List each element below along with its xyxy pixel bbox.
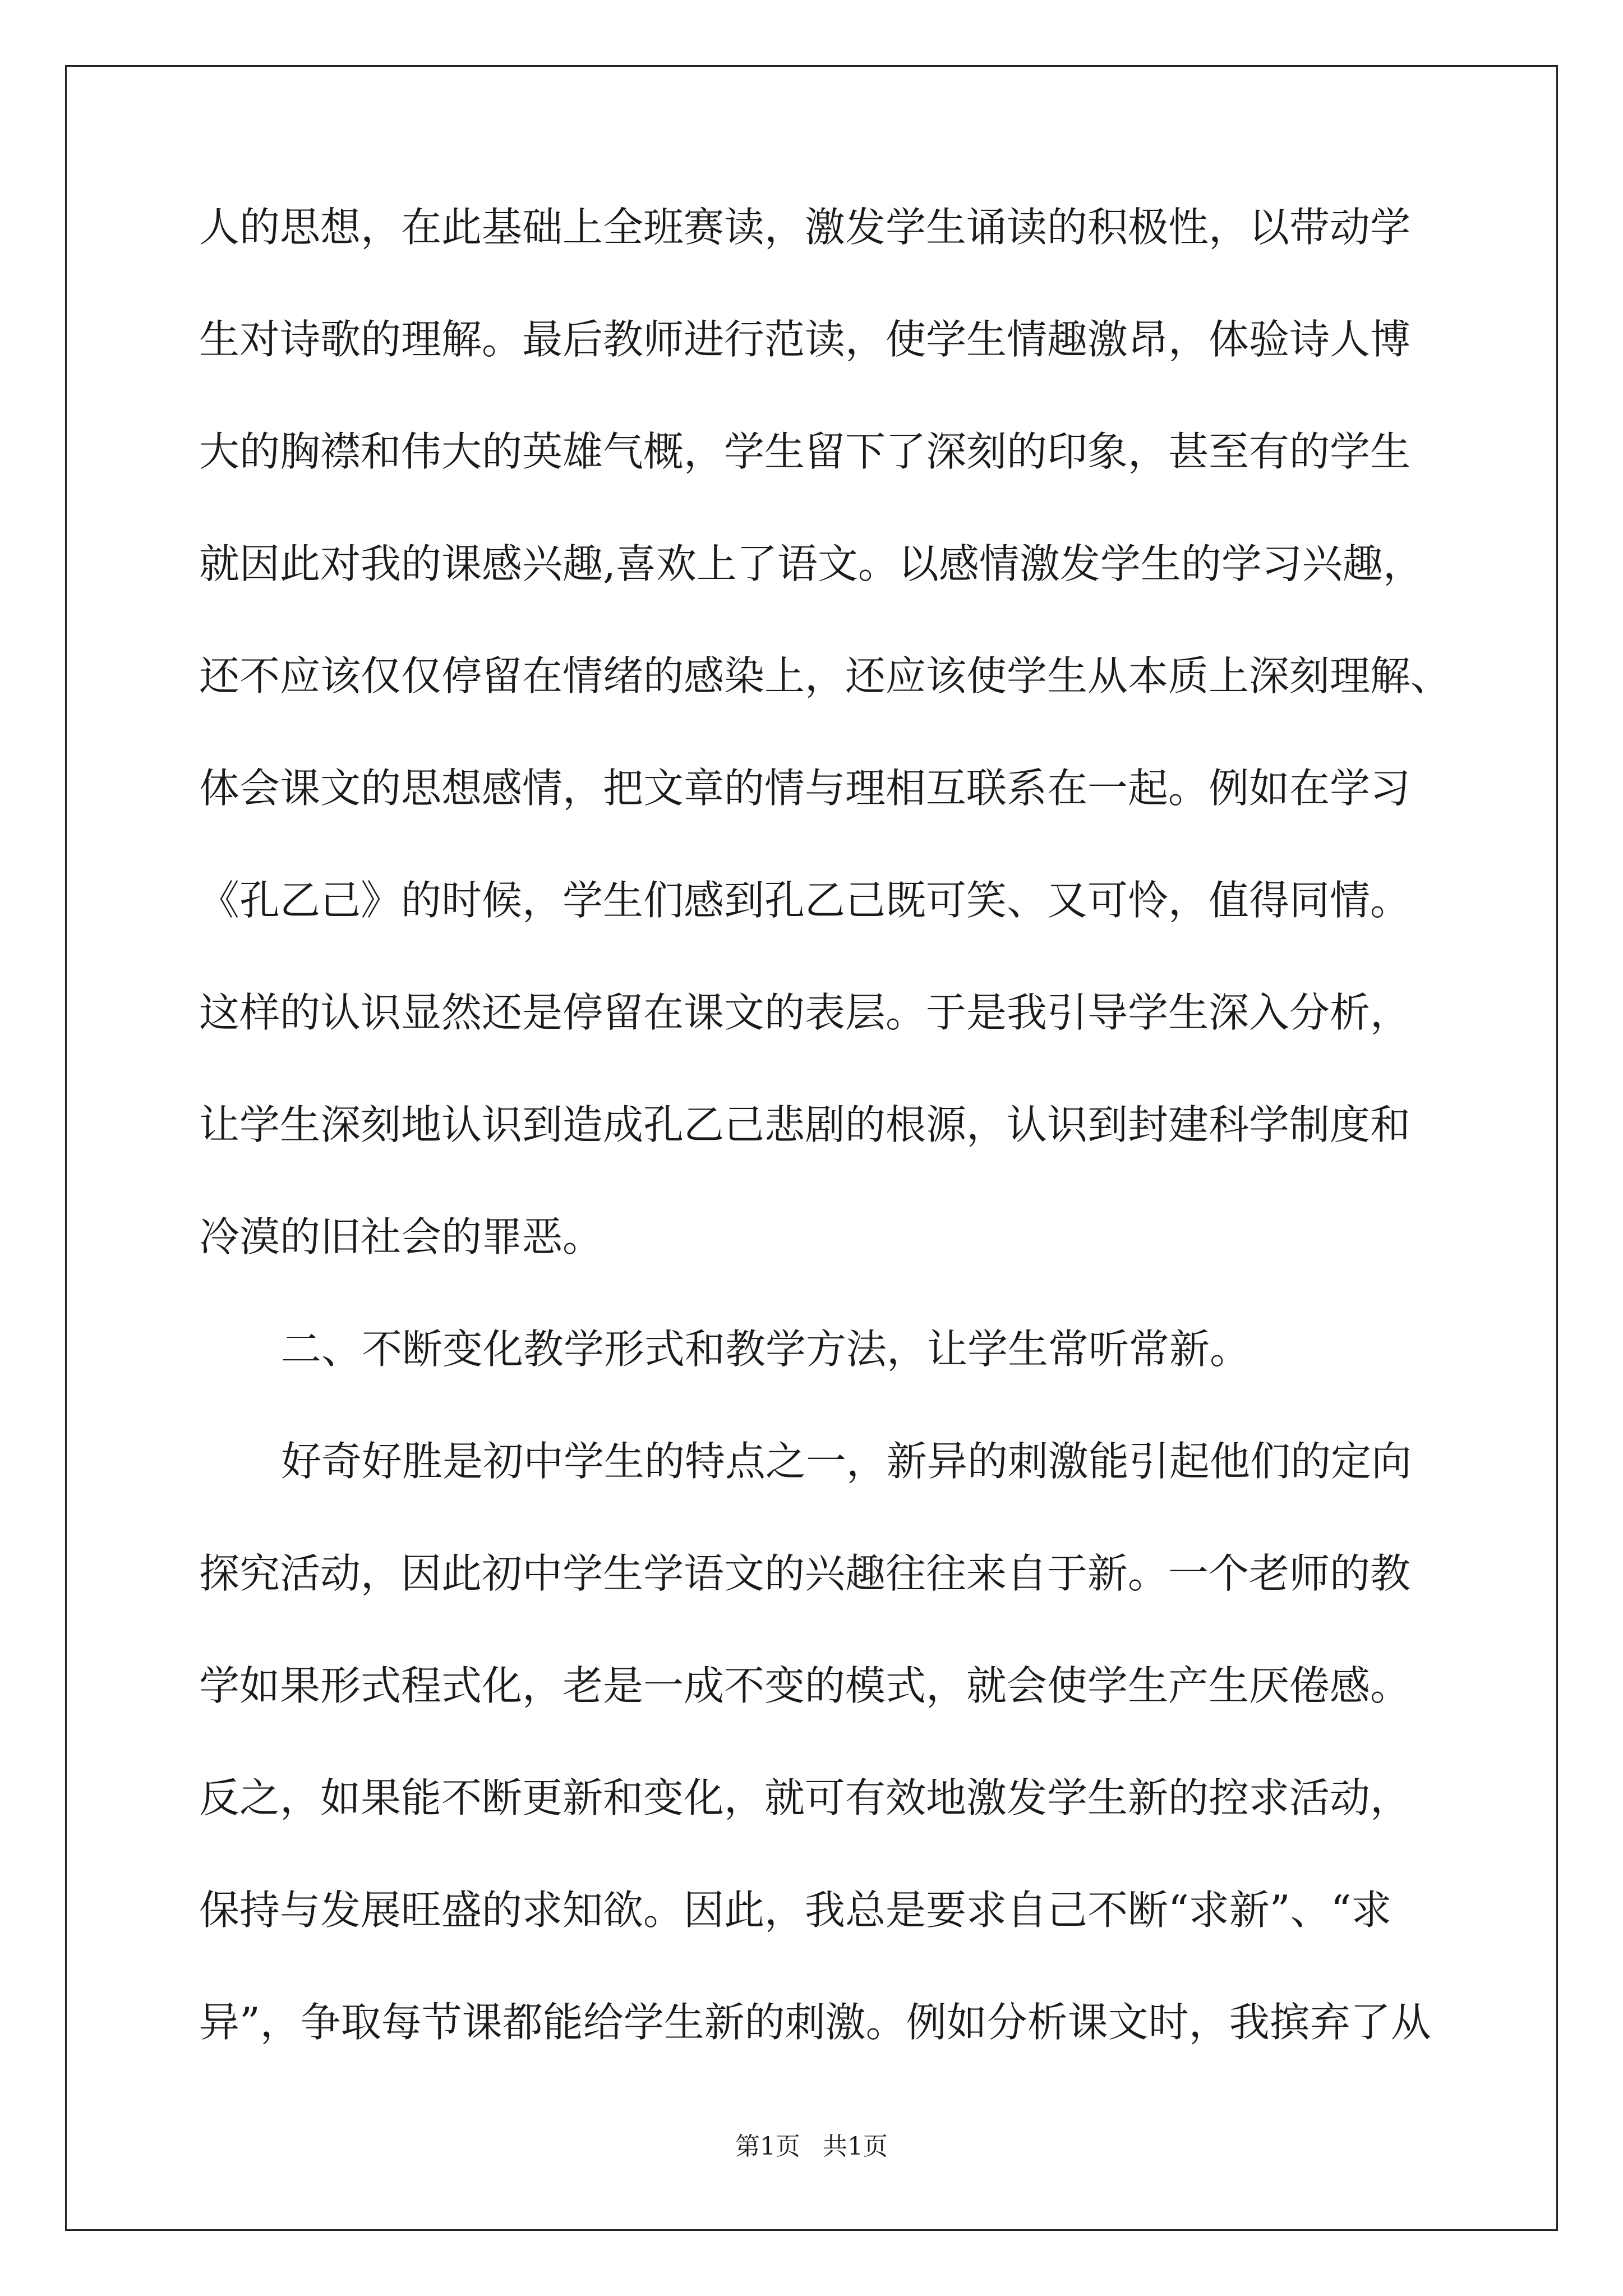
text-line: 反之，如果能不断更新和变化，就可有效地激发学生新的控求活动， bbox=[199, 1774, 1411, 1821]
page-number: 第1页 bbox=[735, 2132, 800, 2161]
page-total: 共1页 bbox=[823, 2132, 888, 2161]
text-line: 探究活动，因此初中学生学语文的兴趣往往来自于新。一个老师的教 bbox=[199, 1550, 1411, 1597]
text-line: 学如果形式程式化，老是一成不变的模式，就会使学生产生厌倦感。 bbox=[199, 1662, 1411, 1709]
text-line: 还不应该仅仅停留在情绪的感染上，还应该使学生从本质上深刻理解、 bbox=[199, 652, 1451, 700]
text-line: 《孔乙己》的时候，学生们感到孔乙己既可笑、又可怜，值得同情。 bbox=[199, 877, 1411, 924]
text-line: 异”，争取每节课都能给学生新的刺激。例如分析课文时，我摈弃了从 bbox=[199, 1999, 1431, 2046]
section-heading: 二、不断变化教学形式和教学方法，让学生常听常新。 bbox=[281, 1326, 1251, 1373]
text-line: 让学生深刻地认识到造成孔乙己悲剧的根源，认识到封建科学制度和 bbox=[199, 1101, 1411, 1148]
text-line: 这样的认识显然还是停留在课文的表层。于是我引导学生深入分析， bbox=[199, 989, 1411, 1036]
text-line: 保持与发展旺盛的求知欲。因此，我总是要求自己不断“求新”、“求 bbox=[199, 1887, 1392, 1934]
text-line: 人的思想，在此基础上全班赛读，激发学生诵读的积极性，以带动学 bbox=[199, 204, 1411, 251]
text-line: 大的胸襟和伟大的英雄气概，学生留下了深刻的印象，甚至有的学生 bbox=[199, 428, 1411, 475]
text-line: 生对诗歌的理解。最后教师进行范读，使学生情趣激昂，体验诗人博 bbox=[199, 316, 1411, 363]
text-line: 冷漠的旧社会的罪恶。 bbox=[199, 1213, 603, 1260]
text-line: 就因此对我的课感兴趣,喜欢上了语文。以感情激发学生的学习兴趣， bbox=[199, 540, 1423, 587]
text-line: 体会课文的思想感情，把文章的情与理相互联系在一起。例如在学习 bbox=[199, 765, 1411, 812]
page-footer bbox=[0, 2130, 1623, 2164]
text-line: 好奇好胜是初中学生的特点之一，新异的刺激能引起他们的定向 bbox=[281, 1438, 1412, 1485]
